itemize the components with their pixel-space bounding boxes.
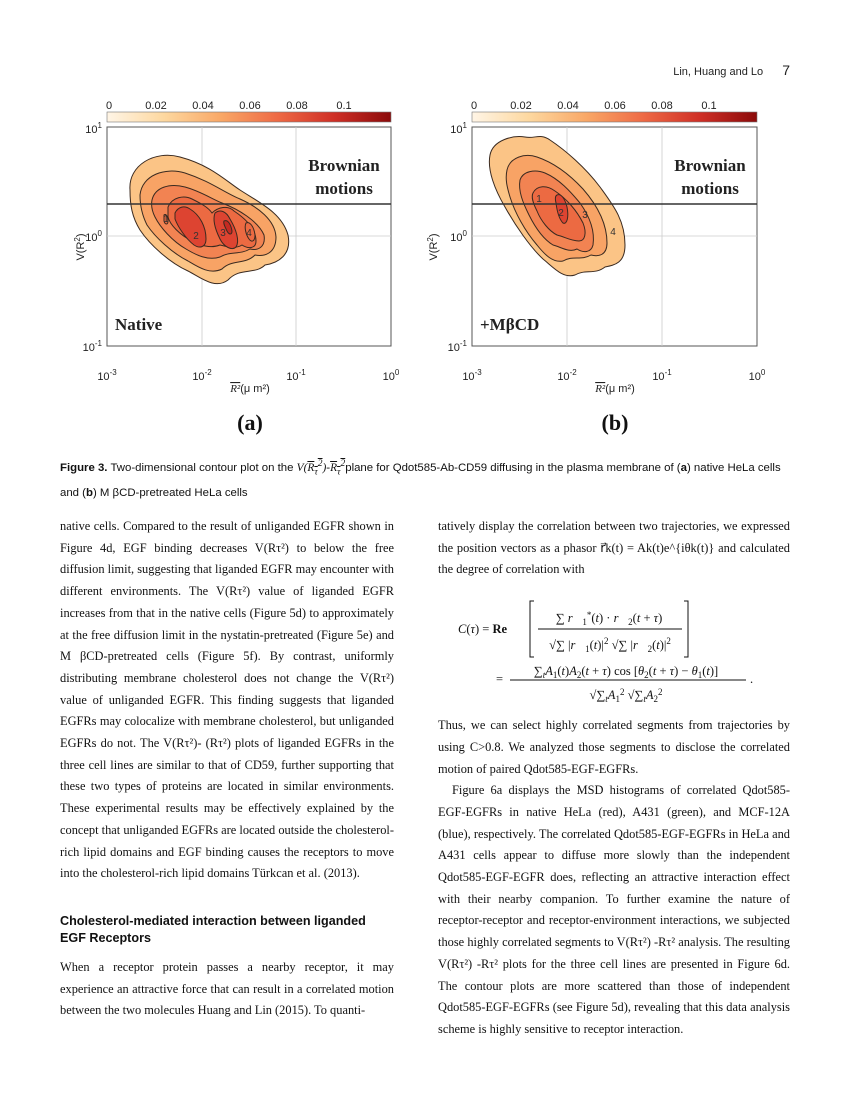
- motions-label: motions: [315, 179, 373, 198]
- svg-text:0.02: 0.02: [510, 100, 532, 112]
- correlation-equation: [438, 589, 790, 709]
- contour-plot-a: [60, 95, 440, 440]
- svg-text:=: =: [496, 672, 504, 687]
- panel-label-b: (b): [601, 410, 629, 435]
- svg-text:1: 1: [536, 194, 542, 205]
- svg-text:1: 1: [163, 214, 169, 225]
- svg-text:0.02: 0.02: [145, 100, 167, 112]
- svg-text:100: $10^0$: [382, 368, 400, 383]
- svg-text:3: 3: [582, 210, 588, 221]
- svg-text:0.1: 0.1: [336, 100, 352, 112]
- caption-math: $V(R_\tau^2)-R_\tau^2$: [296, 459, 346, 478]
- svg-text:101: $10^1$: [85, 121, 102, 136]
- svg-text:∑ r⃗1*(t) · r⃗2(t + τ): ∑ $r⃗_1^*(t)$ · $r⃗_2(t + \tau)$: [555, 610, 663, 628]
- svg-text:∑tA1(t)A2(t + τ) cos [θ2(t + τ: $\sum_tA_1(t)A_2(t + \tau)$ $\cos [\theta_2(t + \tau) - \theta_1(t)]$: [533, 664, 719, 681]
- svg-text:R²(μ m²): R²(μ m²): [230, 383, 270, 395]
- svg-text:10-1: $10^{-1}$: [82, 339, 102, 354]
- svg-text:101: $10^1$: [450, 121, 467, 136]
- figure-caption: Figure 3. Two-dimensional contour plot on the $V(R_\tau^2)-R_\tau^2plane$ for Qdot585-Ab-CD59 diffusing in the plasma membrane of (a) native HeLa cells and (b) M βCD-pretreated HeLa cells: [60, 459, 781, 500]
- contour-plot-b: [425, 95, 805, 440]
- svg-text:0.08: 0.08: [651, 100, 673, 112]
- running-head-authors: Lin, Huang and Lo: [673, 66, 764, 78]
- svg-text:0.04: 0.04: [557, 100, 579, 112]
- svg-text:100: $10^0$: [450, 229, 467, 244]
- svg-text:100: $10^0$: [85, 229, 102, 244]
- svg-text:V(R2): $V(R^2)$: [426, 233, 440, 261]
- colorbar: [471, 100, 757, 122]
- svg-text:10-1: $10^{-1}$: [286, 368, 306, 383]
- paragraph: Thus, we can select highly correlated segments from trajectories by using C>0.8. We analyzed those segments to disclose the correlated motion of paired Qdot585-EGF-EGFRs.: [438, 718, 790, 776]
- condition-label: +MβCD: [480, 315, 540, 334]
- svg-text:3: 3: [220, 228, 226, 239]
- running-head: [673, 62, 790, 78]
- svg-text:100: $10^0$: [748, 368, 766, 383]
- paragraph: native cells. Compared to the result of unliganded EGFR shown in Figure 4d, EGF binding decreases V(Rτ²) to below the free diffusion limit, suggesting that liganded EGFR may encounter with different environments. The V(Rτ²) value of liganded EGFR increases from that in the native cells (Figure 5d) to approximately at the free diffusion limit in the nystatin-pretreated (Figure 5e) and M βCD-pretreated cells (Figure 5f). By contrast, uniformly distributing membrane cholesterol does not change the V(Rτ²) value of unliganded EGFR. This finding suggests that liganded EGFRs may colocalize with membrane cholesterol, but unliganded EGFRs do not. The V(Rτ²)- (Rτ²) plots of liganded EGFRs in the three cell lines are similar to that of CD59, further supporting that these two types of proteins are located in similar environments. These experimental results may be effectively explained by the concept that unliganded EGFRs are located outside the cholesterol-rich lipid domains and EGF binding causes the receptors to move into the cholesterol-rich lipid domains Türkcan et al. (2013).: [60, 519, 394, 881]
- svg-text:0.1: 0.1: [701, 100, 717, 112]
- page-number: 7: [782, 62, 790, 78]
- right-column: [438, 516, 790, 1041]
- svg-text:0.08: 0.08: [286, 100, 308, 112]
- motions-label: motions: [681, 179, 739, 198]
- svg-text:10-1: $10^{-1}$: [652, 368, 672, 383]
- svg-text:0: 0: [470, 100, 478, 112]
- svg-text:10-2: $10^{-2}$: [192, 368, 212, 383]
- svg-text:R²(μ m²): R²(μ m²): [595, 383, 635, 395]
- svg-text:10-3: $10^{-3}$: [97, 368, 117, 383]
- brownian-label: Brownian: [674, 156, 746, 175]
- condition-label: Native: [115, 315, 163, 334]
- svg-text:V(R2): $V(R^2)$: [73, 233, 87, 261]
- left-column: [60, 516, 394, 1022]
- section-heading: Cholesterol-mediated interaction between liganded EGF Receptors: [60, 913, 366, 945]
- svg-text:10-2: $10^{-2}$: [557, 368, 577, 383]
- svg-text:4: 4: [246, 228, 252, 239]
- brownian-label: Brownian: [308, 156, 380, 175]
- caption-label: Figure 3.: [60, 461, 108, 474]
- paragraph: Figure 6a displays the MSD histograms of correlated Qdot585-EGF-EGFRs in native HeLa (red), A431 (green), and MCF-12A (blue), respectively. The correlated Qdot585-EGF-EGFRs in HeLa and A431 cells appear to diffuse more slowly than the independent Qdot585-EGF-EGFR does, reflecting an attractive interaction effect with their nearby companion. To further examine the nature of receptor-receptor and receptor-environment interactions, we subjected those highly correlated segments to V(Rτ²) -Rτ² analysis. The resulting V(Rτ²) -Rτ² plots for the three cell lines are presented in Figure 6d. The contour plots are more scattered than those of independent Qdot585-EGF-EGFRs (see Figure 5d), revealing that this data analysis scheme is highly sensitive to receptor interaction.: [438, 783, 790, 1036]
- svg-text:0.06: 0.06: [604, 100, 626, 112]
- svg-text:10-3: $10^{-3}$: [462, 368, 482, 383]
- svg-text:0.06: 0.06: [239, 100, 261, 112]
- svg-text:2: 2: [193, 231, 199, 242]
- svg-text:0.04: 0.04: [192, 100, 214, 112]
- paragraph: tatively display the correlation between two trajectories, we expressed the position vectors as a phasor r⃗k(t) = Ak(t)e^{iθk(t)} and calculated the degree of correlation with: [438, 519, 790, 577]
- figure-panel-a: [60, 95, 440, 440]
- svg-text:C(τ) = Re: C(τ) = Re: [458, 622, 508, 637]
- svg-text:0: 0: [105, 100, 113, 112]
- svg-text:10-1: $10^{-1}$: [447, 339, 467, 354]
- svg-text:√∑ |r⃗1(t)|2 √∑ |r⃗2(t)|2: √∑ $|r⃗_1(t)|^2$ √∑ $|r⃗_2(t)|^2$: [549, 636, 671, 655]
- svg-text:√∑tA12 √∑tA22: $√\sum_tA_1^2$ $√\sum_tA_2^2$: [589, 687, 663, 705]
- paragraph: When a receptor protein passes a nearby receptor, it may experience an attractive force that can result in a correlated motion between the two molecules Huang and Lin (2015). To quanti-: [60, 959, 394, 1018]
- svg-text:4: 4: [610, 227, 616, 238]
- colorbar: [106, 100, 391, 122]
- panel-label-a: (a): [237, 410, 263, 435]
- figure-panel-b: [425, 95, 805, 440]
- svg-text:.: .: [750, 672, 754, 687]
- svg-text:2: 2: [558, 208, 564, 219]
